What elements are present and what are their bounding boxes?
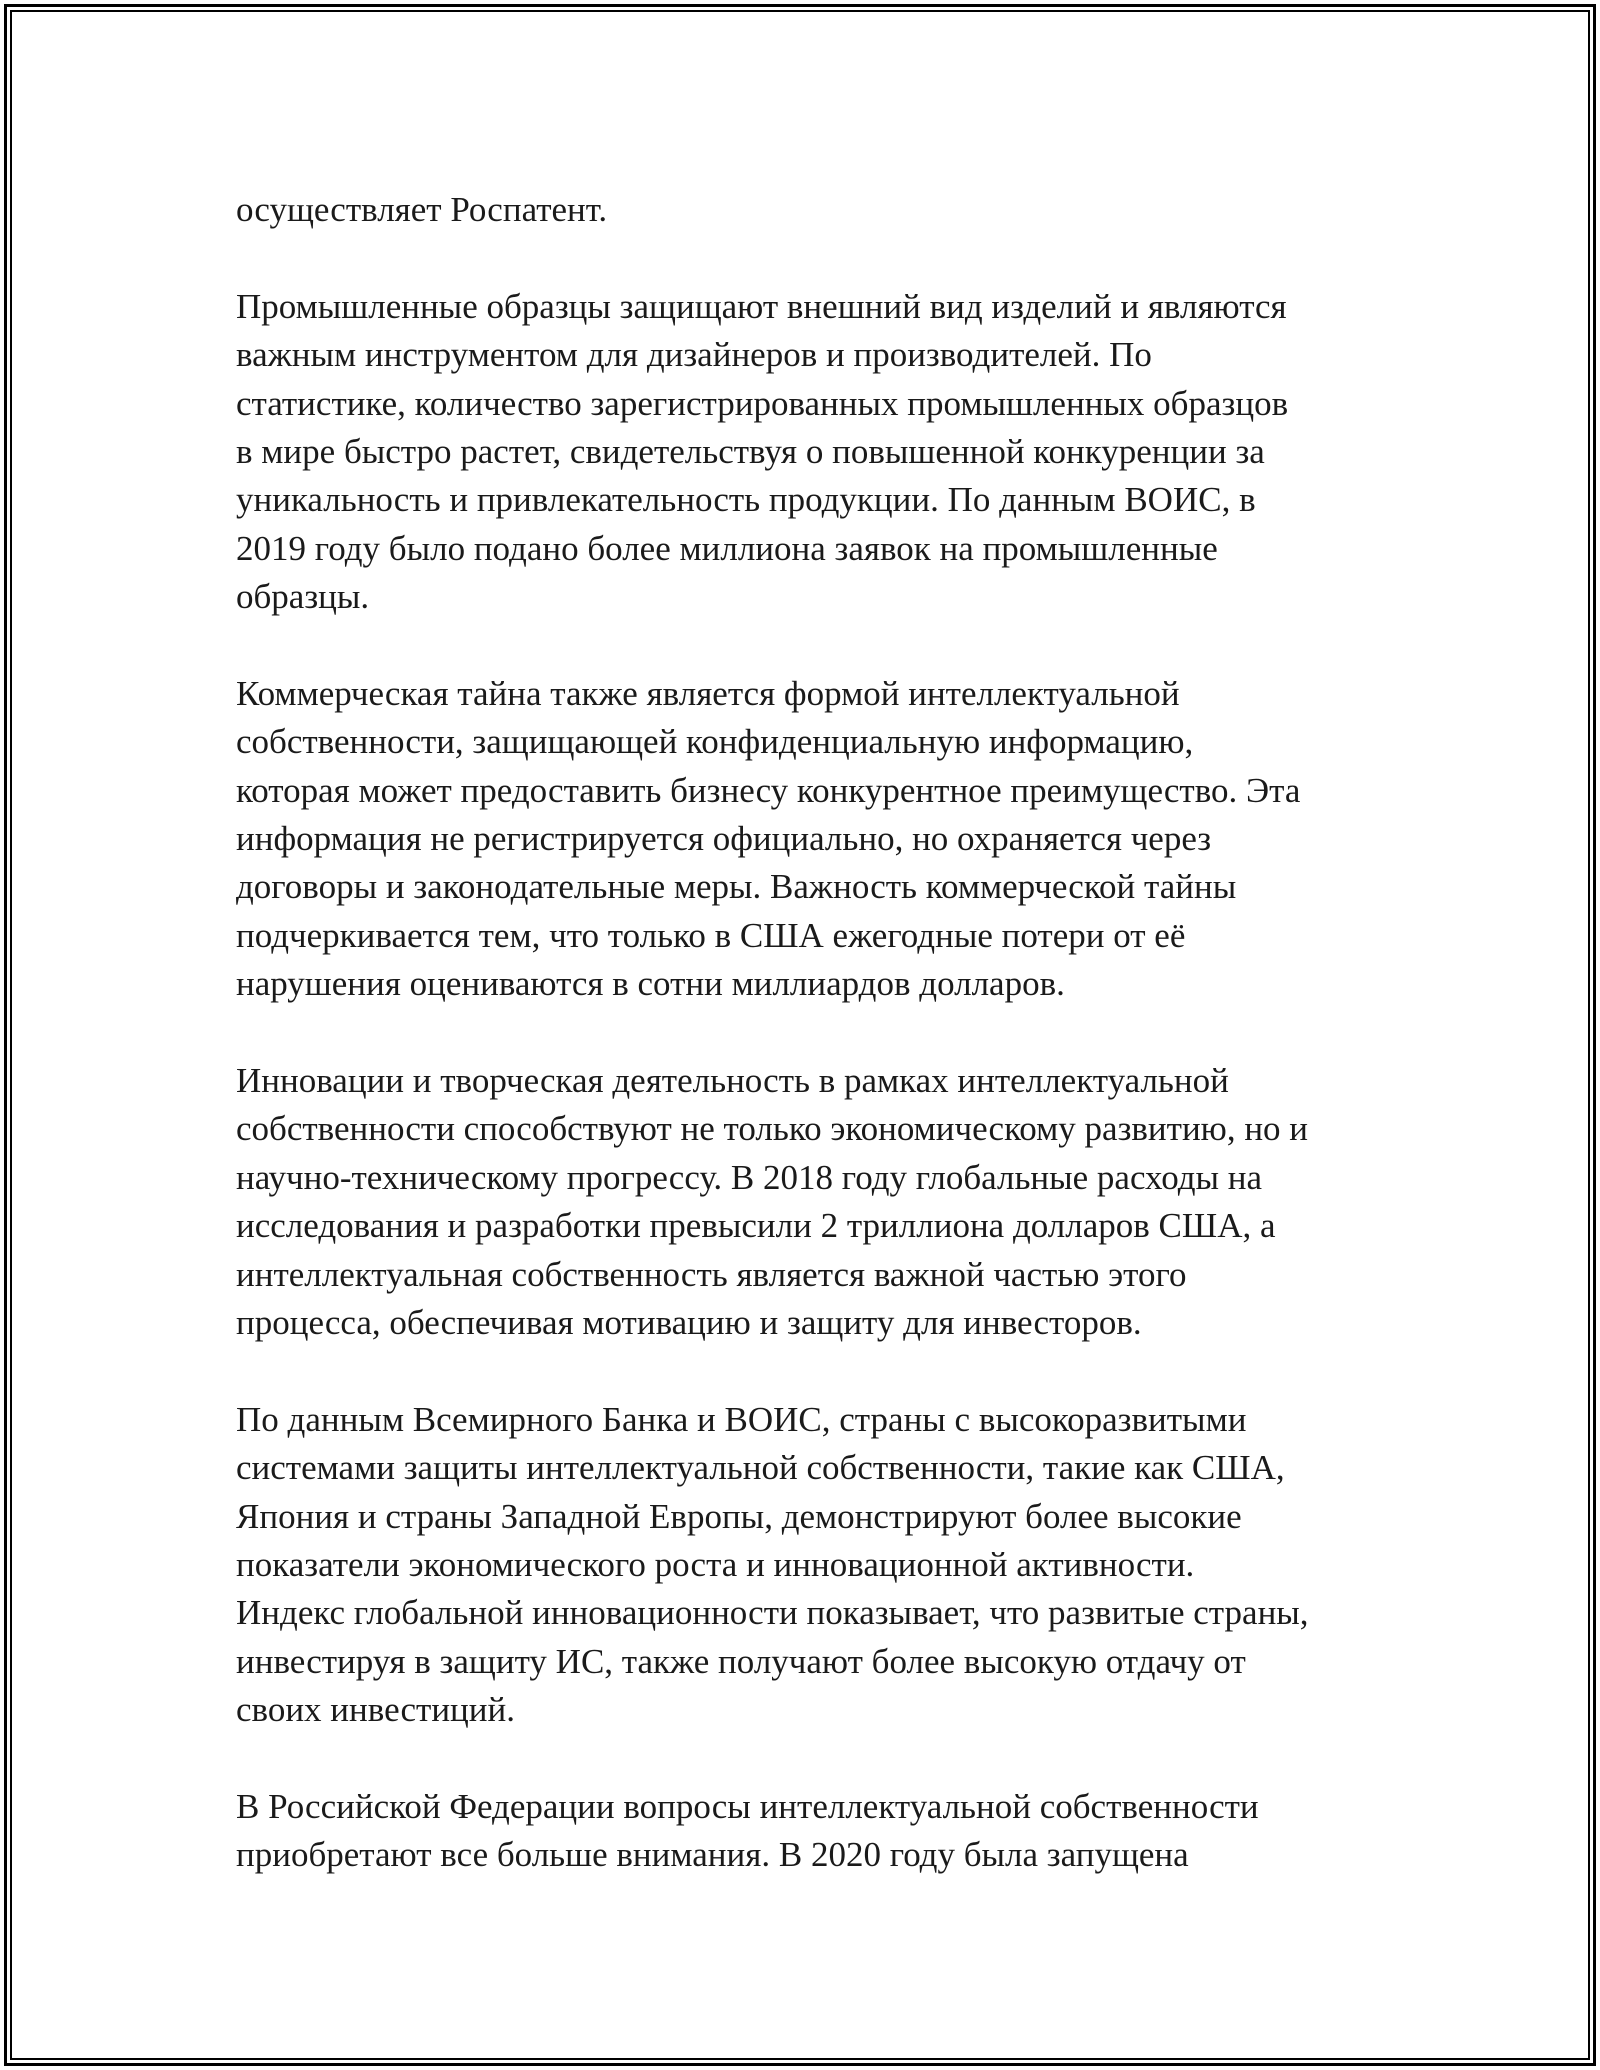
text-line: инвестируя в защиту ИС, также получают более высокую отдачу от <box>236 1641 1246 1681</box>
text-line: своих инвестиций. <box>236 1690 515 1730</box>
text-line: информация не регистрируется официально, но охраняется через <box>236 819 1212 859</box>
paragraph-gap <box>236 622 1376 670</box>
paragraph-gap <box>236 1009 1376 1057</box>
text-line: Япония и страны Западной Европы, демонстрируют более высокие <box>236 1496 1242 1536</box>
text-line: осуществляет Роспатент. <box>236 190 608 229</box>
paragraph-gap <box>236 234 1376 282</box>
text-line: системами защиты интеллектуальной собственности, такие как США, <box>236 1448 1285 1488</box>
paragraph <box>236 670 1376 1009</box>
text-line: статистике, количество зарегистрированных промышленных образцов <box>236 383 1289 423</box>
text-line: процесса, обеспечивая мотивацию и защиту для инвесторов. <box>236 1302 1142 1342</box>
paragraph <box>236 186 1376 234</box>
paragraph-gap <box>236 1735 1376 1783</box>
text-line: показатели экономического роста и инновационной активности. <box>236 1544 1195 1584</box>
text-line: 2019 году было подано более миллиона заявок на промышленные <box>236 528 1218 568</box>
paragraph-gap <box>236 1347 1376 1395</box>
text-line: собственности, защищающей конфиденциальную информацию, <box>236 722 1194 762</box>
text-line: интеллектуальная собственность является важной частью этого <box>236 1254 1187 1294</box>
text-line: подчеркивается тем, что только в США ежегодные потери от её <box>236 915 1186 955</box>
text-line: собственности способствуют не только экономическому развитию, но и <box>236 1109 1309 1149</box>
text-line: исследования и разработки превысили 2 триллиона долларов США, а <box>236 1206 1276 1246</box>
text-line: уникальность и привлекательность продукции. По данным ВОИС, в <box>236 480 1256 520</box>
text-line: образцы. <box>236 577 370 617</box>
text-line: В Российской Федерации вопросы интеллектуальной собственности <box>236 1786 1259 1826</box>
text-line: По данным Всемирного Банка и ВОИС, страны с высокоразвитыми <box>236 1399 1247 1439</box>
paragraph <box>236 1396 1376 1735</box>
text-line: приобретают все больше внимания. В 2020 году была запущена <box>236 1835 1189 1875</box>
text-line: которая может предоставить бизнесу конкурентное преимущество. Эта <box>236 770 1301 810</box>
text-line: Инновации и творческая деятельность в рамках интеллектуальной <box>236 1061 1229 1101</box>
text-line: Коммерческая тайна также является формой интеллектуальной <box>236 673 1180 713</box>
text-line: договоры и законодательные меры. Важность коммерческой тайны <box>236 867 1237 907</box>
text-line: важным инструментом для дизайнеров и производителей. По <box>236 335 1152 375</box>
text-line: научно-техническому прогрессу. В 2018 году глобальные расходы на <box>236 1157 1263 1197</box>
paragraph <box>236 1057 1376 1347</box>
text-line: Индекс глобальной инновационности показывает, что развитые страны, <box>236 1593 1309 1633</box>
paragraph <box>236 283 1376 622</box>
text-line: в мире быстро растет, свидетельствуя о повышенной конкуренции за <box>236 431 1265 471</box>
paragraph <box>236 1783 1376 1880</box>
document-body <box>236 186 1376 1880</box>
text-line: нарушения оцениваются в сотни миллиардов долларов. <box>236 964 1065 1004</box>
text-line: Промышленные образцы защищают внешний вид изделий и являются <box>236 286 1287 326</box>
